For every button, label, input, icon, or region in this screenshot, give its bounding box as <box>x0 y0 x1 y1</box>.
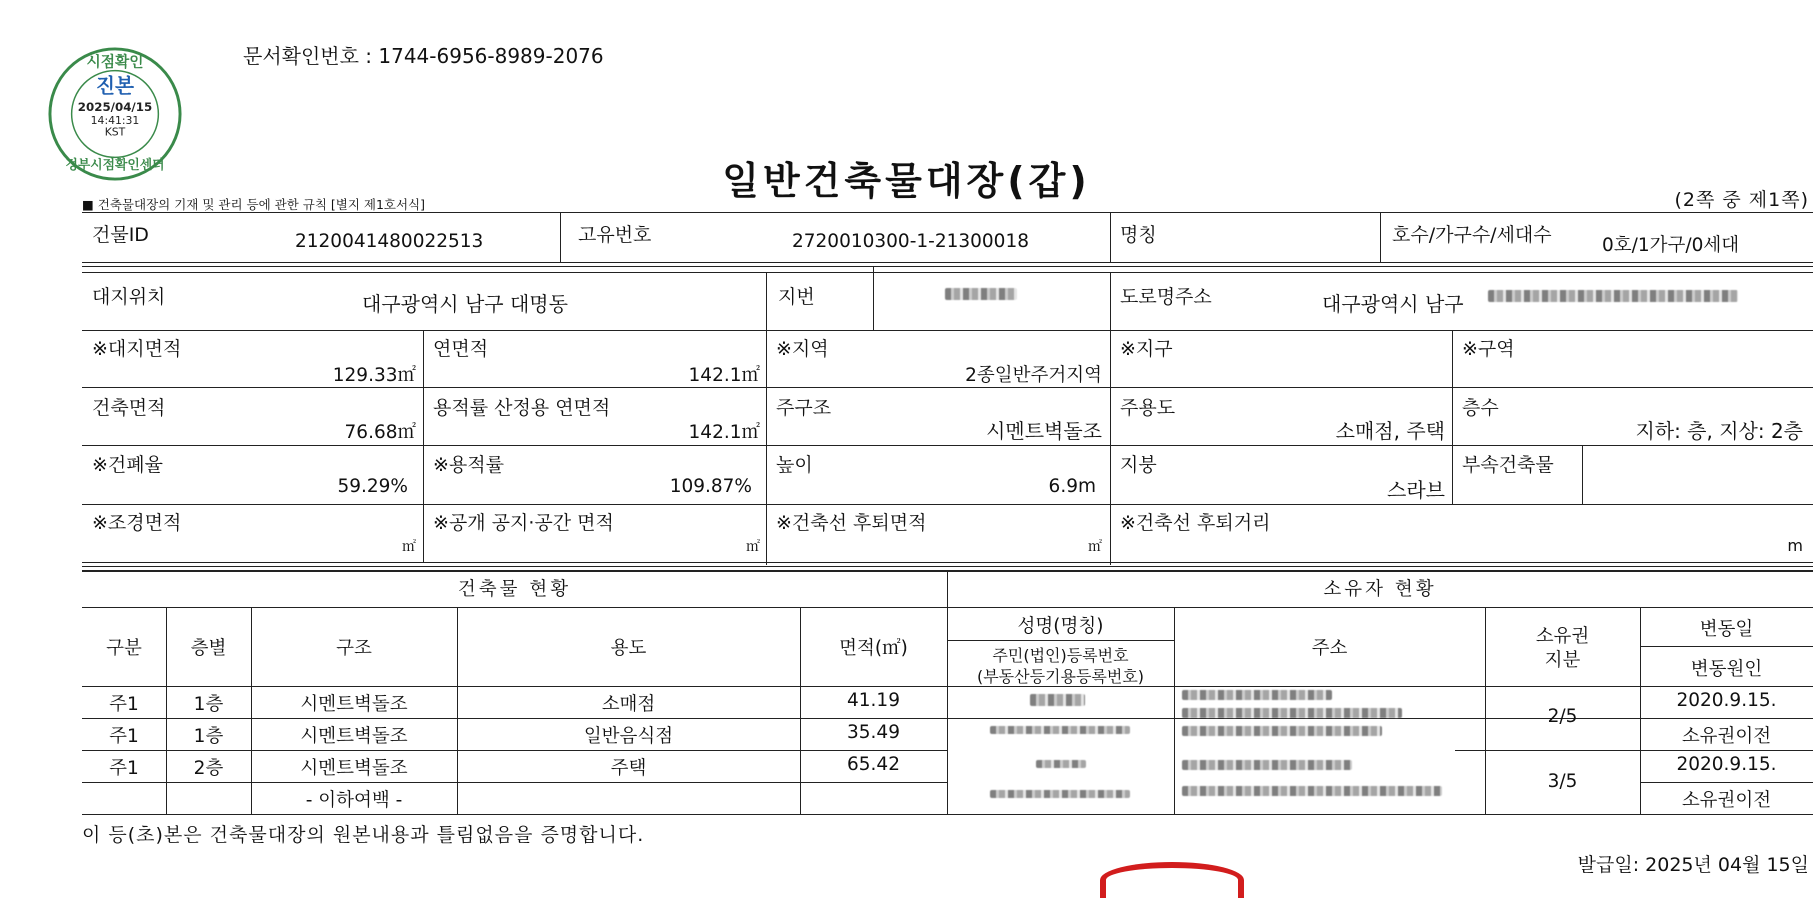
owner1-address-redacted-2 <box>1182 708 1402 718</box>
floors-value: 지하: 층, 지상: 2층 <box>1635 419 1803 443</box>
col-use: 용도 <box>610 638 647 659</box>
setback-distance-value: m <box>1787 536 1803 555</box>
col-change-date: 변동일 <box>1699 619 1754 640</box>
open-space-area-label: ※공개 공지·공간 면적 <box>433 512 614 534</box>
lot-redacted <box>945 288 1017 300</box>
owner1-name-redacted <box>1030 694 1085 706</box>
site-area-value: 129.33㎡ <box>332 365 416 386</box>
col-change-cause: 변동원인 <box>1690 659 1763 680</box>
row1-structure: 시멘트벽돌조 <box>300 694 408 715</box>
building-area-label: 건축면적 <box>92 397 166 419</box>
landscape-area-value: ㎡ <box>402 539 416 555</box>
document-confirm-number <box>243 40 604 69</box>
far-floor-area-value: 142.1㎡ <box>688 422 760 443</box>
owner2-reg-redacted <box>990 790 1130 798</box>
open-space-area-value: ㎡ <box>746 539 760 555</box>
row1-floor: 1층 <box>193 694 224 715</box>
issue-date: 발급일: 2025년 04월 15일 <box>1577 854 1809 876</box>
floors-label: 층수 <box>1462 397 1499 419</box>
unique-no-label: 고유번호 <box>578 224 652 246</box>
owner1-reg-redacted <box>990 726 1130 734</box>
seal-top-text: 시점확인 <box>86 53 144 71</box>
coverage-ratio-label: ※건폐율 <box>92 454 163 476</box>
seal-bottom-text: 정부시점확인센터 <box>65 158 165 174</box>
total-floor-area-label: 연면적 <box>433 338 489 360</box>
annex-building-label: 부속건축물 <box>1462 454 1554 476</box>
building-id-value: 2120041480022513 <box>295 231 484 252</box>
col-owner-name: 성명(명칭) <box>1017 616 1104 637</box>
col-structure: 구조 <box>336 638 372 659</box>
name-label: 명칭 <box>1120 224 1157 246</box>
area-label: ※구역 <box>1462 338 1515 360</box>
main-use-value: 소매점, 주택 <box>1335 419 1445 443</box>
building-area-value: 76.68㎡ <box>344 422 416 443</box>
row1-use: 소매점 <box>601 694 656 715</box>
seal-center-text: 진본 <box>95 74 135 98</box>
far-floor-area-label: 용적률 산정용 연면적 <box>433 397 611 419</box>
col-division: 구분 <box>106 638 142 659</box>
site-area-label: ※대지면적 <box>92 338 182 360</box>
setback-distance-label: ※건축선 후퇴거리 <box>1120 512 1271 534</box>
document-title: 일반건축물대장(갑) <box>722 159 1091 203</box>
owner2-name-redacted <box>1036 760 1086 768</box>
owner2-share: 3/5 <box>1547 771 1578 792</box>
seal-tz: KST <box>104 125 126 139</box>
certification-statement: 이 등(초)본은 건축물대장의 원본내용과 틀림없음을 증명합니다. <box>82 824 645 846</box>
zone-value: 2종일반주거지역 <box>965 365 1102 386</box>
site-label: 대지위치 <box>92 286 166 308</box>
row2-division: 주1 <box>109 726 139 747</box>
roof-value: 스라브 <box>1387 478 1445 502</box>
zone-label: ※지역 <box>776 338 829 360</box>
owner1-share: 2/5 <box>1547 706 1578 727</box>
main-structure-label: 주구조 <box>776 397 832 419</box>
owner1-change-cause: 소유권이전 <box>1681 726 1772 747</box>
form-note: ■ 건축물대장의 기재 및 관리 등에 관한 규칙 [별지 제1호서식] <box>82 197 426 212</box>
doc-confirm-value: 1744-6956-8989-2076 <box>378 44 604 68</box>
unique-no-value: 2720010300-1-21300018 <box>792 231 1029 252</box>
doc-confirm-label: 문서확인번호 <box>243 44 359 68</box>
doc-confirm-sep: : <box>358 44 379 68</box>
row3-division: 주1 <box>109 758 139 779</box>
col-area: 면적(㎡) <box>839 638 908 659</box>
setback-area-value: ㎡ <box>1088 539 1102 555</box>
row1-division: 주1 <box>109 694 139 715</box>
road-address-redacted <box>1488 290 1738 302</box>
owner2-address-redacted-1 <box>1182 760 1352 770</box>
col-share-2: 지분 <box>1544 650 1581 671</box>
owner2-address-redacted-2 <box>1182 786 1442 796</box>
owner1-address-redacted-3 <box>1182 726 1382 736</box>
units-value: 0호/1가구/0세대 <box>1602 235 1740 256</box>
col-floor: 층별 <box>190 638 227 659</box>
district-label: ※지구 <box>1120 338 1173 360</box>
lot-label: 지번 <box>778 286 815 308</box>
floor-area-ratio-value: 109.87% <box>669 476 752 497</box>
height-value: 6.9m <box>1048 476 1096 497</box>
owner1-change-date: 2020.9.15. <box>1676 690 1777 711</box>
owner2-change-date: 2020.9.15. <box>1676 754 1777 775</box>
row2-floor: 1층 <box>193 726 224 747</box>
total-floor-area-value: 142.1㎡ <box>688 365 760 386</box>
row2-use: 일반음식점 <box>583 726 674 747</box>
row1-area: 41.19 <box>847 690 900 711</box>
row2-structure: 시멘트벽돌조 <box>300 726 408 747</box>
owner1-address-redacted-1 <box>1182 690 1332 700</box>
building-id-label: 건물ID <box>92 224 149 246</box>
roof-label: 지붕 <box>1120 454 1157 476</box>
road-address-label: 도로명주소 <box>1120 286 1212 308</box>
col-owner-address: 주소 <box>1311 638 1348 659</box>
official-stamp <box>1100 862 1244 898</box>
seal-date: 2025/04/15 <box>77 100 153 115</box>
landscape-area-label: ※조경면적 <box>92 512 182 534</box>
coverage-ratio-value: 59.29% <box>337 476 408 497</box>
row3-floor: 2층 <box>193 758 224 779</box>
floor-area-ratio-label: ※용적률 <box>433 454 504 476</box>
road-address-prefix: 대구광역시 남구 <box>1322 292 1464 316</box>
page-info: (2쪽 중 제1쪽) <box>1674 189 1809 211</box>
col-owner-reg: 주민(법인)등록번호 <box>992 646 1129 665</box>
row3-area: 65.42 <box>847 754 900 775</box>
main-structure-value: 시멘트벽돌조 <box>986 419 1102 443</box>
col-share-1: 소유권 <box>1535 626 1590 647</box>
col-owner-reg2: (부동산등기용등록번호) <box>976 667 1145 686</box>
row3-use: 주택 <box>610 758 647 779</box>
units-label: 호수/가구수/세대수 <box>1392 224 1552 246</box>
owner2-change-cause: 소유권이전 <box>1681 790 1772 811</box>
main-use-label: 주용도 <box>1120 397 1176 419</box>
seal-time: 14:41:31 <box>90 113 140 127</box>
row2-area: 35.49 <box>847 722 900 743</box>
row3-structure: 시멘트벽돌조 <box>300 758 408 779</box>
row4-end-marker: - 이하여백 - <box>305 790 403 811</box>
site-value: 대구광역시 남구 대명동 <box>362 292 568 316</box>
owner-status-heading: 소유자 현황 <box>1323 579 1437 600</box>
building-status-heading: 건축물 현황 <box>457 579 572 600</box>
setback-area-label: ※건축선 후퇴면적 <box>776 512 927 534</box>
height-label: 높이 <box>776 454 813 476</box>
